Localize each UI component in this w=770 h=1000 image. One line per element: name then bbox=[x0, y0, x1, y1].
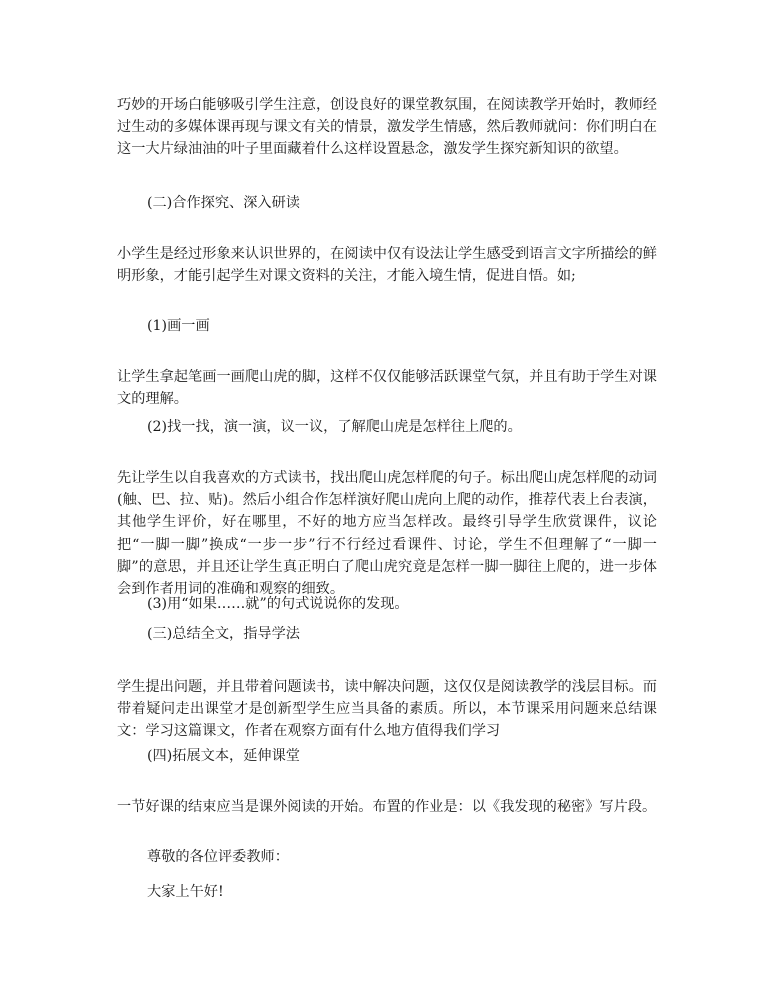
paragraph-draw-feet: 让学生拿起笔画一画爬山虎的脚，这样不仅仅能够活跃课堂气氛，并且有助于学生对课文的理解。 bbox=[117, 369, 657, 408]
paragraph-homework: 一节好课的结束应当是课外阅读的开始。布置的作业是：以《我发现的秘密》写片段。 bbox=[117, 799, 657, 815]
heading-cooperative-inquiry: (二)合作探究、深入研读 bbox=[147, 195, 300, 211]
paragraph-opening: 巧妙的开场白能够吸引学生注意，创设良好的课堂教氛围，在阅读教学开始时，教师经过生动的多媒体课再现与课文有关的情景，激发学生情感，然后教师就问：你们明白在这一大片绿油油的叶子里面藏着什么这样设置悬念，激发学生探究新知识的欲望。 bbox=[117, 97, 657, 158]
heading-draw: (1)画一画 bbox=[147, 318, 210, 334]
heading-extend-text: (四)拓展文本，延伸课堂 bbox=[147, 748, 300, 764]
paragraph-questions: 学生提出问题，并且带着问题读书，读中解决问题，这仅仅是阅读教学的浅层目标。而带着疑问走出课堂才是创新型学生应当具备的素质。所以，本节课采用问题来总结课文：学习这篇课文，作者在观察方面有什么地方值得我们学习 bbox=[117, 679, 657, 740]
heading-if-then: (3)用“如果……就”的句式说说你的发现。 bbox=[147, 596, 409, 612]
heading-find-act-discuss: (2)找一找，演一演，议一议，了解爬山虎是怎样往上爬的。 bbox=[147, 419, 522, 435]
heading-summary: (三)总结全文，指导学法 bbox=[147, 626, 300, 642]
paragraph-image-learning: 小学生是经过形象来认识世界的，在阅读中仅有设法让学生感受到语言文字所描绘的鲜明形象，才能引起学生对课文资料的关注，才能入境生情，促进自悟。如; bbox=[117, 246, 657, 285]
heading-greeting: 尊敬的各位评委教师： bbox=[147, 849, 289, 865]
heading-good-morning: 大家上午好! bbox=[147, 884, 224, 900]
paragraph-reading-method: 先让学生以自我喜欢的方式读书，找出爬山虎怎样爬的句子。标出爬山虎怎样爬的动词(触、巴、拉、贴)。然后小组合作怎样演好爬山虎向上爬的动作，推荐代表上台表演，其他学生评价，好在哪里，不好的地方应当怎样改。最终引导学生欣赏课件，议论把“一脚一脚”换成“一步一步”行不行经过看课件、讨论，学生不但理解了“一脚一脚”的意思，并且还让学生真正明白了爬山虎究竟是怎样一脚一脚往上爬的，进一步体会到作者用词的准确和观察的细致。 bbox=[117, 470, 657, 598]
